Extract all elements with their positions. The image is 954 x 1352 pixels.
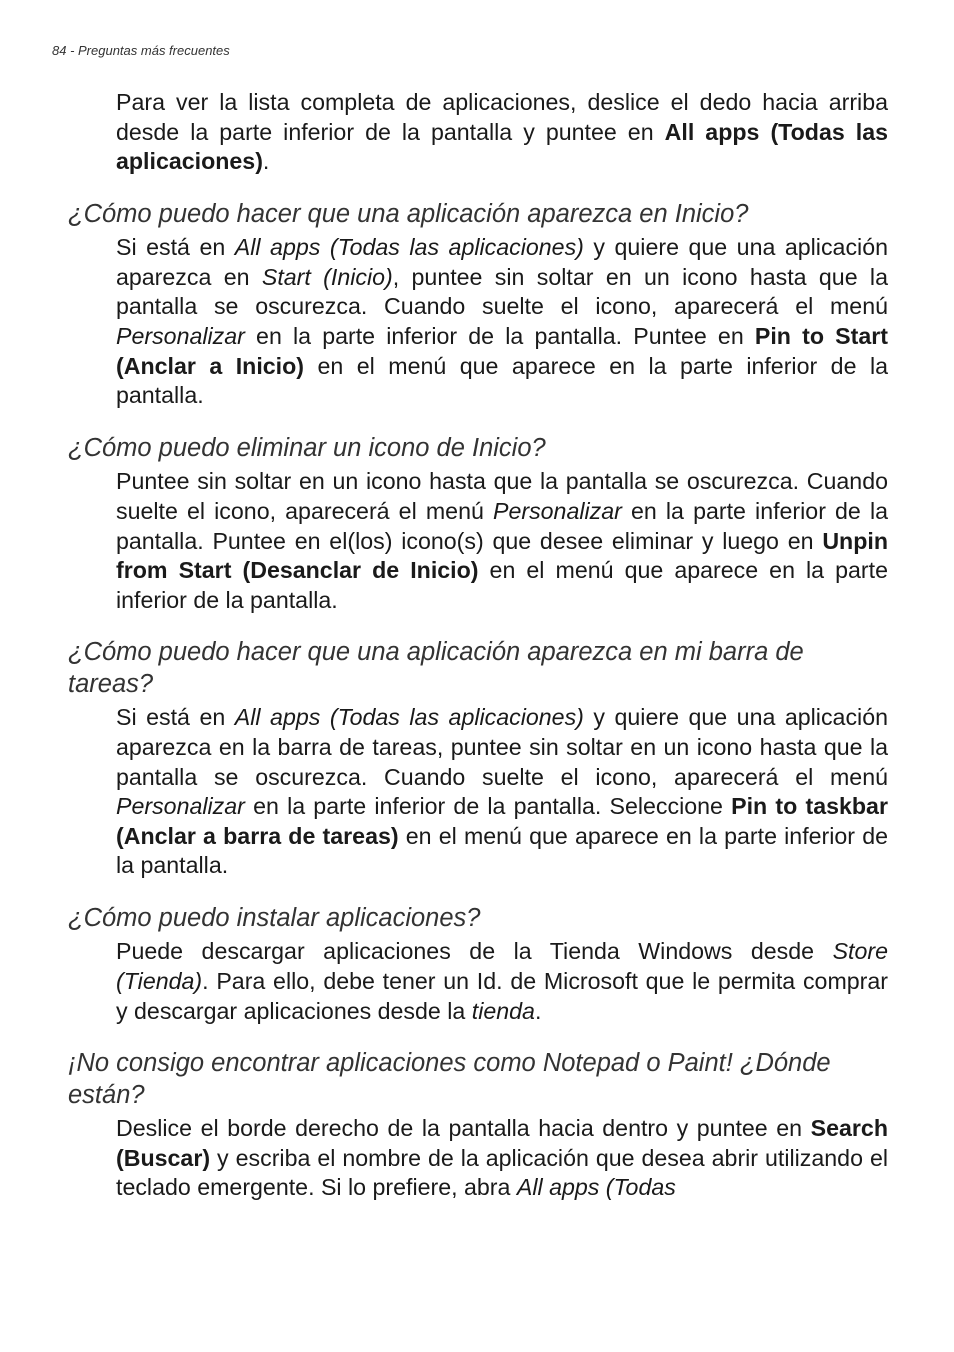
- italic-term: All apps (Todas: [516, 1174, 676, 1201]
- faq-answer-paragraph: [116, 233, 888, 411]
- faq-section: [68, 903, 888, 1026]
- body-text: , puntee sin soltar en un icono hasta que la pantalla se oscurezca. Cuando suelte el icono, aparecerá el menú: [116, 263, 888, 320]
- italic-term: All apps (Todas las aplicaciones): [234, 704, 584, 731]
- faq-section: [68, 199, 888, 411]
- body-text: Si está en: [116, 234, 235, 261]
- faq-answer-paragraph: [116, 703, 888, 881]
- italic-term: All apps (Todas las aplicaciones): [234, 234, 584, 261]
- faq-answer-paragraph: [116, 88, 888, 177]
- faq-section: [68, 637, 888, 881]
- italic-term: Start (Inicio): [261, 263, 393, 290]
- italic-term: Store (Tienda): [116, 938, 888, 994]
- faq-section: [68, 1048, 888, 1203]
- faq-question-heading: ¡No consigo encontrar aplicaciones como Notepad o Paint! ¿Dónde están?: [68, 1049, 831, 1109]
- faq-answer-paragraph: [116, 1114, 888, 1203]
- bold-term: Pin to Start (Anclar a Inicio): [116, 323, 889, 379]
- faq-question-heading: ¿Cómo puedo hacer que una aplicación aparezca en mi barra de tareas?: [68, 638, 804, 698]
- bold-term: Pin to taskbar (Anclar a barra de tareas): [116, 793, 888, 849]
- body-text: en el menú que aparece en la parte inferior de la pantalla.: [116, 822, 888, 879]
- italic-term: Personalizar: [492, 497, 622, 524]
- body-text: y quiere que una aplicación aparezca en: [116, 234, 888, 290]
- italic-term: tienda: [471, 997, 535, 1024]
- body-text: Si está en: [116, 704, 235, 731]
- body-text: en el menú que aparece en la parte inferior de la pantalla.: [116, 352, 888, 409]
- body-text: Puede descargar aplicaciones de la Tienda Windows desde: [116, 938, 833, 965]
- body-text: Deslice el borde derecho de la pantalla hacia dentro y puntee en: [116, 1115, 811, 1142]
- bold-term: Unpin from Start (Desanclar de Inicio): [116, 527, 888, 584]
- body-text: en el menú que aparece en la parte inferior de la pantalla.: [116, 557, 888, 613]
- body-text: . Para ello, debe tener un Id. de Microsoft que le permita comprar y descargar aplicaciones desde la: [116, 967, 888, 1024]
- bold-term: Search (Buscar): [116, 1115, 888, 1171]
- italic-term: Personalizar: [116, 793, 245, 820]
- body-text: en la parte inferior de la pantalla. Puntee en: [244, 323, 755, 350]
- body-text: .: [262, 148, 270, 175]
- bold-term: All apps (Todas las aplicaciones): [116, 118, 888, 175]
- faq-question-heading: ¿Cómo puedo eliminar un icono de Inicio?: [68, 433, 546, 462]
- body-text: Puntee sin soltar en un icono hasta que la pantalla se oscurezca. Cuando suelte el icono, aparecerá el menú: [116, 468, 888, 524]
- faq-answer-paragraph: [116, 467, 888, 615]
- faq-section: [68, 433, 888, 615]
- faq-content: [68, 88, 888, 1203]
- body-text: en la parte inferior de la pantalla. Puntee en el(los) icono(s) que desee eliminar y luego en: [116, 497, 888, 554]
- faq-section: [68, 88, 888, 177]
- body-text: .: [534, 997, 542, 1024]
- body-text: Para ver la lista completa de aplicaciones, deslice el dedo hacia arriba desde la parte inferior de la pantalla y puntee en: [116, 89, 888, 145]
- body-text: en la parte inferior de la pantalla. Seleccione: [244, 793, 732, 820]
- faq-answer-paragraph: [116, 937, 888, 1026]
- faq-question-heading: ¿Cómo puedo instalar aplicaciones?: [68, 903, 481, 932]
- body-text: y escriba el nombre de la aplicación que desea abrir utilizando el teclado emergente. Si lo prefiere, abra: [116, 1144, 888, 1201]
- page-running-header: 84 - Preguntas más frecuentes: [52, 43, 230, 58]
- italic-term: Personalizar: [116, 323, 245, 350]
- faq-question-heading: ¿Cómo puedo hacer que una aplicación aparezca en Inicio?: [68, 199, 749, 228]
- body-text: y quiere que una aplicación aparezca en la barra de tareas, puntee sin soltar en un icono hasta que la pantalla se oscurezca. Cuando suelte el icono, aparecerá el menú: [116, 704, 888, 790]
